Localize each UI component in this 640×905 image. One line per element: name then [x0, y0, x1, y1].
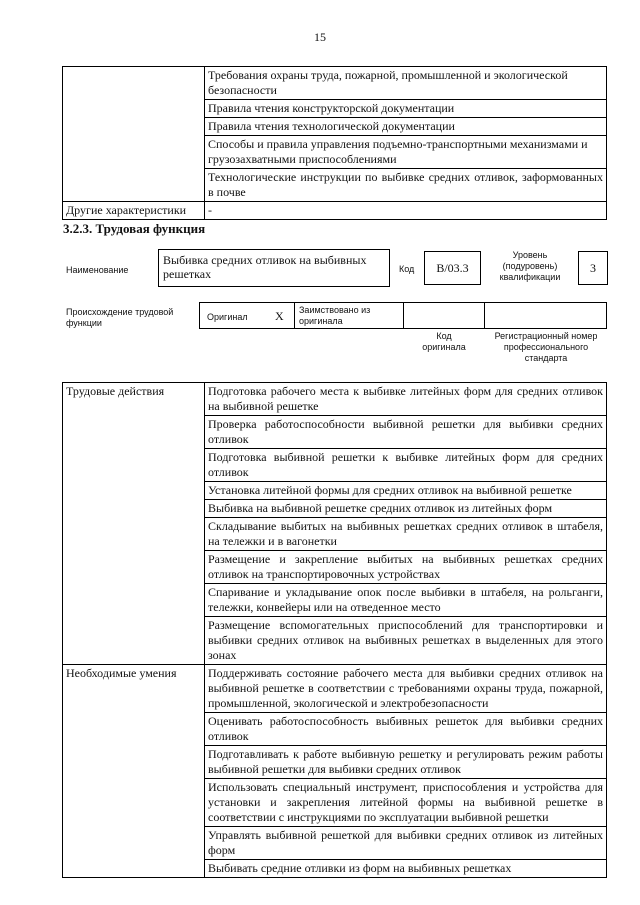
code-value: B/03.3	[436, 261, 469, 275]
skill-item: Использовать специальный инструмент, приспособления и устройства для установки и закрепления литейной формы на выбивной решетке в соответствии с инструкциями по эксплуатации выбивной решетки	[205, 779, 607, 827]
other-characteristics-value: -	[205, 202, 607, 220]
section-title: 3.2.3. Трудовая функция	[63, 221, 206, 236]
labor-function-table	[62, 382, 607, 878]
knowledge-label-cell	[63, 67, 205, 202]
level-value: 3	[590, 261, 596, 275]
labor-action-item: Складывание выбитых на выбивных решетках средних отливок в штабеля, на тележки и в вагонетки	[205, 518, 607, 551]
origin-divider	[484, 302, 485, 329]
skill-item: Выбивать средние отливки из форм на выбивных решетках	[205, 860, 607, 878]
skill-item: Управлять выбивной решеткой для выбивки средних отливок из литейных форм	[205, 827, 607, 860]
knowledge-item: Способы и правила управления подъемно-транспортными механизмами и грузозахватными приспособлениями	[205, 136, 607, 169]
required-skills-label: Необходимые умения	[63, 665, 205, 878]
labor-action-item: Подготовка выбивной решетки к выбивке литейных форм для средних отливок	[205, 449, 607, 482]
function-name-box	[158, 249, 390, 287]
skill-item: Подготавливать к работе выбивную решетку и регулировать режим работы выбивной решетки для выбивки средних отливок	[205, 746, 607, 779]
code-box	[424, 251, 481, 285]
knowledge-item: Требования охраны труда, пожарной, промышленной и экологической безопасности	[205, 67, 607, 100]
labor-action-item: Размещение и закрепление выбитых на выбивных решетках средних отливок на транспортировочных устройствах	[205, 551, 607, 584]
function-name: Выбивка средних отливок на выбивных решетках	[163, 253, 367, 281]
knowledge-table	[62, 66, 607, 220]
labor-action-item: Размещение вспомогательных приспособлений для транспортировки и выбивки средних отливок на выбивных решетках в выделенных для этого зонах	[205, 617, 607, 665]
labor-action-item: Спаривание и укладывание опок после выбивки в штабеля, на рольганги, тележки, конвейеры или на отведенное место	[205, 584, 607, 617]
labor-action-item: Выбивка на выбивной решетке средних отливок из литейных форм	[205, 500, 607, 518]
level-label: Уровень (подуровень) квалификации	[499, 250, 561, 282]
origin-divider	[294, 302, 295, 329]
code-original-caption: Код оригинала	[422, 331, 466, 352]
knowledge-item: Правила чтения технологической документации	[205, 118, 607, 136]
level-box	[578, 251, 608, 285]
origin-label: Происхождение трудовой функции	[66, 307, 174, 328]
origin-divider	[403, 302, 404, 329]
skill-item: Поддерживать состояние рабочего места для выбивки средних отливок на выбивной решетке в соответствии с требованиями охраны труда, пожарной, промышленной, экологической и электробезопасности	[205, 665, 607, 713]
page-number: 15	[314, 30, 326, 44]
name-label: Наименование	[66, 265, 129, 275]
knowledge-item: Правила чтения конструкторской документации	[205, 100, 607, 118]
original-label: Оригинал	[207, 312, 248, 322]
knowledge-item: Технологические инструкции по выбивке средних отливок, заформованных в почве	[205, 169, 607, 202]
reg-number-caption: Регистрационный номер профессионального стандарта	[494, 331, 598, 363]
labor-action-item: Подготовка рабочего места к выбивке литейных форм для средних отливок на выбивной решетке	[205, 383, 607, 416]
labor-actions-label: Трудовые действия	[63, 383, 205, 665]
labor-action-item: Установка литейной формы для средних отливок на выбивной решетке	[205, 482, 607, 500]
original-mark: X	[275, 309, 284, 323]
borrowed-label: Заимствовано из оригинала	[299, 305, 371, 326]
labor-action-item: Проверка работоспособности выбивной решетки для выбивки средних отливок	[205, 416, 607, 449]
skill-item: Оценивать работоспособность выбивных решеток для выбивки средних отливок	[205, 713, 607, 746]
code-label: Код	[399, 264, 415, 274]
other-characteristics-label: Другие характеристики	[63, 202, 205, 220]
